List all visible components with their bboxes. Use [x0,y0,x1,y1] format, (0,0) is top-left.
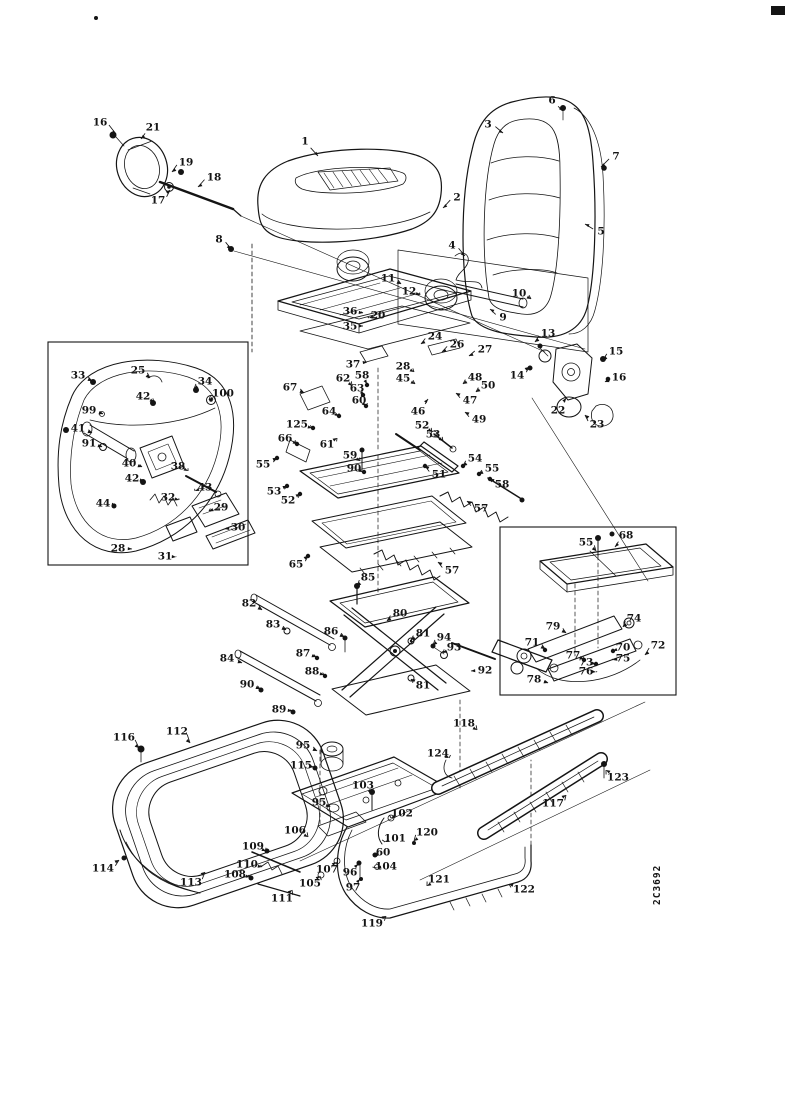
callout-10 [512,288,531,300]
bolt-68 [610,532,615,537]
callout-2 [443,192,461,209]
callout-label-58: 58 [354,369,370,382]
callout-35 [343,321,363,333]
bolt-120 [412,841,416,845]
callout-label-1: 1 [301,135,309,148]
callout-label-44: 44 [95,497,111,510]
callout-3 [484,119,503,134]
roller-78 [511,662,523,674]
callout-label-86: 86 [323,625,339,638]
callout-label-110: 110 [236,858,258,871]
wire-harness-4 [455,253,482,288]
callout-label-25: 25 [130,364,146,377]
callout-label-15: 15 [608,345,624,358]
callout-label-123: 123 [607,771,629,784]
callout-117 [542,795,566,810]
callout-label-88: 88 [304,665,320,678]
callout-label-60: 60 [351,394,367,407]
callout-66 [278,433,297,445]
callout-20 [367,310,385,322]
callout-83 [266,619,286,631]
nut-97 [359,877,363,881]
callout-63 [350,383,365,396]
callout-54 [463,453,482,467]
callout-47 [456,393,477,407]
callout-label-85: 85 [360,571,376,584]
callout-label-19: 19 [178,156,194,169]
callout-label-120: 120 [416,826,438,839]
callout-label-108: 108 [224,868,246,881]
callout-label-74: 74 [626,612,642,625]
leader-line [596,671,597,672]
callout-label-90: 90 [346,462,362,475]
leader-arrowhead [615,543,619,547]
callout-81 [411,628,430,641]
callout-112 [166,726,190,744]
callout-label-81: 81 [415,679,431,692]
callout-label-22: 22 [550,404,566,417]
callout-label-84: 84 [219,652,235,665]
callout-55 [256,458,277,471]
callouts [71,95,666,930]
callout-label-81: 81 [415,627,431,640]
callout-1 [301,136,318,157]
callout-label-49: 49 [471,413,487,426]
callout-label-79: 79 [545,620,561,633]
callout-109 [242,841,266,853]
callout-label-71: 71 [524,636,540,649]
link-53 [450,446,456,452]
callout-label-104: 104 [375,860,397,873]
bolt-55r [595,535,601,541]
callout-label-116: 116 [113,731,135,744]
callout-97 [346,879,361,894]
callout-label-70: 70 [615,641,631,654]
callout-label-33: 33 [70,369,86,382]
callout-26 [442,339,464,353]
callout-12 [402,286,420,298]
callout-label-112: 112 [166,725,188,738]
callout-label-62: 62 [335,372,351,385]
callout-103 [352,780,374,794]
callout-label-38: 38 [170,460,186,473]
callout-30 [225,522,245,534]
callout-label-52: 52 [414,419,430,432]
leader-arrowhead [128,547,132,550]
callout-label-12: 12 [401,285,417,298]
callout-label-101: 101 [384,832,406,845]
callout-label-52: 52 [280,494,296,507]
callout-label-75: 75 [615,652,631,665]
callout-102 [389,808,413,820]
callout-label-10: 10 [511,287,527,300]
callout-label-115: 115 [290,759,312,772]
callout-87 [296,648,316,660]
leader-arrowhead [172,168,176,172]
callout-label-111: 111 [271,892,293,905]
callout-label-77: 77 [565,649,581,662]
callout-67 [283,382,304,394]
callout-label-20: 20 [370,309,386,322]
callout-label-28: 28 [110,542,126,555]
callout-label-105: 105 [299,877,321,890]
callout-label-89: 89 [271,703,287,716]
callout-label-95: 95 [311,796,327,809]
callout-121 [427,874,450,887]
callout-36 [343,306,363,318]
callout-8 [215,234,231,250]
callout-104 [373,861,397,873]
callout-label-118: 118 [453,717,475,730]
callout-label-58: 58 [494,478,510,491]
callout-label-5: 5 [597,225,605,238]
callout-28 [396,361,414,373]
callout-label-125: 125 [286,418,308,431]
bolt-109 [265,849,270,854]
callout-114 [92,860,119,875]
callout-75 [612,653,630,665]
callout-64 [322,406,339,418]
callout-25 [131,365,150,379]
callout-24 [421,331,442,345]
callout-label-57: 57 [444,564,460,577]
callout-label-55: 55 [578,536,594,549]
callout-label-94: 94 [436,631,452,644]
callout-label-32: 32 [160,491,176,504]
callout-17 [151,190,170,207]
callout-label-8: 8 [215,233,223,246]
callout-label-107: 107 [316,863,338,876]
bolt-123 [601,761,607,767]
callout-label-35: 35 [342,320,358,333]
callout-label-29: 29 [213,501,229,514]
bolt-41 [63,427,69,433]
bolt-19 [178,169,184,175]
callout-101 [382,833,406,845]
callout-label-103: 103 [352,779,374,792]
callout-label-121: 121 [428,873,450,886]
callout-81 [411,679,430,692]
callout-label-122: 122 [513,883,535,896]
callout-label-76: 76 [578,665,594,678]
leader-arrowhead [172,555,176,558]
callout-label-72: 72 [650,639,666,652]
callout-46 [411,399,428,418]
callout-43 [195,482,213,494]
callout-45 [396,373,415,385]
callout-74 [623,613,641,628]
callout-95 [296,740,317,752]
callout-label-17: 17 [150,194,166,207]
callout-113 [180,872,205,889]
callout-label-82: 82 [241,597,257,610]
callout-label-55: 55 [484,462,500,475]
callout-85 [357,572,375,587]
callout-72 [645,640,665,656]
callout-label-47: 47 [462,394,478,407]
callout-34 [194,376,212,390]
callout-label-64: 64 [321,405,337,418]
callout-41 [71,423,92,435]
callout-label-78: 78 [526,673,542,686]
callout-57 [438,562,459,577]
callout-118 [453,718,477,731]
callout-label-53: 53 [425,428,441,441]
callout-label-41: 41 [70,422,86,435]
callout-78 [527,674,548,686]
callout-label-36: 36 [342,305,358,318]
callout-label-11: 11 [380,272,396,285]
rod-110 [252,852,300,872]
bolt-114 [122,856,127,861]
drawing-number: 2C3692 [652,864,663,905]
callout-89 [272,704,292,716]
recliner-parts [528,344,614,427]
leader-arrowhead [424,399,428,403]
callout-60 [352,395,368,407]
callout-label-97: 97 [345,881,361,894]
callout-53 [426,429,443,442]
callout-31 [158,551,176,563]
callout-6 [548,95,563,112]
callout-86 [324,626,344,638]
callout-label-83: 83 [265,618,281,631]
callout-48 [463,372,482,385]
bushing-95b [327,804,339,812]
callout-label-3: 3 [484,118,492,131]
callout-95 [312,797,330,809]
callout-label-46: 46 [410,405,426,418]
callout-label-34: 34 [197,375,213,388]
scissor-frame [235,577,558,771]
callout-115 [290,760,315,772]
callout-123 [606,770,629,784]
leader-line [314,766,315,767]
callout-27 [469,344,492,357]
callout-label-92: 92 [477,664,493,677]
callout-16 [93,117,116,135]
leader-arrowhead [469,353,473,356]
callout-93 [443,642,461,654]
callout-106 [284,825,308,838]
callout-92 [471,665,492,677]
callout-label-106: 106 [284,824,306,837]
callout-119 [361,916,386,930]
callout-label-109: 109 [242,840,264,853]
callout-120 [414,827,438,842]
leader-arrowhead [238,660,242,663]
gas-strut-92 [492,640,552,672]
callout-label-54: 54 [467,452,483,465]
callout-label-13: 13 [540,327,556,340]
callout-125 [286,419,312,431]
callout-label-90: 90 [239,678,255,691]
callout-label-6: 6 [548,94,556,107]
callout-80 [387,608,407,622]
callout-label-4: 4 [448,239,456,252]
callout-9 [490,309,507,324]
callout-label-7: 7 [612,150,620,163]
callout-label-65: 65 [288,558,304,571]
callout-label-87: 87 [295,647,311,660]
callout-label-91: 91 [81,437,97,450]
callout-label-59: 59 [342,449,358,462]
mount-95 [321,742,343,756]
callout-label-48: 48 [467,371,483,384]
callout-label-14: 14 [509,369,525,382]
callout-18 [198,172,221,188]
callout-60 [373,847,391,859]
callout-91 [82,438,102,450]
callout-71 [525,637,545,650]
leader-arrowhead [359,324,363,327]
callout-label-124: 124 [427,747,449,760]
callout-label-45: 45 [395,372,411,385]
callout-42 [136,391,154,403]
callout-label-51: 51 [431,468,447,481]
leader-arrowhead [471,669,475,672]
callout-7 [601,151,620,168]
callout-58 [490,479,509,491]
callout-label-24: 24 [427,330,443,343]
leader-arrowhead [443,204,447,208]
callout-96 [343,864,358,879]
callout-40 [122,458,142,470]
callout-label-80: 80 [392,607,408,620]
callout-label-95: 95 [295,739,311,752]
callout-111 [271,890,293,905]
callout-label-28: 28 [395,360,411,373]
callout-label-102: 102 [391,807,413,820]
callout-23 [585,415,604,431]
callout-label-55: 55 [255,458,271,471]
callout-14 [510,367,529,382]
callout-68 [615,530,633,548]
callout-59 [343,450,360,462]
callout-76 [579,666,597,678]
callout-79 [546,621,566,634]
suspension-assembly [275,383,525,604]
callout-label-93: 93 [446,641,462,654]
callout-label-42: 42 [124,472,140,485]
seat-cushion [258,149,442,242]
callout-90 [240,679,260,691]
callout-label-9: 9 [499,311,507,324]
rod-18 [160,182,233,209]
callout-label-26: 26 [449,338,465,351]
callout-122 [509,884,535,896]
callout-label-68: 68 [618,529,634,542]
callout-label-119: 119 [361,917,383,930]
callout-label-31: 31 [157,550,173,563]
callout-label-53: 53 [266,485,282,498]
callout-51 [425,466,446,481]
callout-label-99: 99 [81,404,97,417]
callout-21 [141,122,160,140]
callout-100 [209,388,234,401]
callout-label-37: 37 [345,358,361,371]
callout-label-100: 100 [212,387,234,400]
callout-61 [320,438,337,451]
callout-label-16: 16 [92,116,108,129]
callout-116 [113,732,139,749]
callout-105 [299,876,321,890]
callout-label-16: 16 [611,371,627,384]
callout-label-96: 96 [342,866,358,879]
leader-line [449,755,451,758]
callout-label-66: 66 [277,432,293,445]
callout-107 [316,862,338,876]
callout-label-57: 57 [473,502,489,515]
callout-label-2: 2 [453,191,461,204]
callout-label-30: 30 [230,521,246,534]
callout-55 [579,537,596,552]
callout-22 [551,398,566,417]
callout-label-63: 63 [349,382,365,395]
callout-label-43: 43 [197,481,213,494]
callout-label-73: 73 [578,656,594,669]
callout-label-18: 18 [206,171,222,184]
callout-label-60: 60 [375,846,391,859]
callout-15 [603,346,623,361]
callout-label-40: 40 [121,457,137,470]
callout-label-61: 61 [319,438,335,451]
callout-label-114: 114 [92,862,114,875]
callout-57 [467,501,488,515]
callout-label-50: 50 [480,379,496,392]
callout-49 [465,412,486,426]
callout-label-23: 23 [589,418,605,431]
callout-88 [305,666,324,678]
callout-label-21: 21 [145,121,161,134]
clip-25 [148,376,162,382]
callout-124 [427,748,451,760]
corner-mark [94,6,785,20]
callout-65 [289,556,308,571]
callout-label-42: 42 [135,390,151,403]
callout-52 [281,494,300,507]
callout-label-113: 113 [180,876,202,889]
rod-82 [252,595,334,645]
callout-label-117: 117 [542,797,564,810]
callout-82 [242,598,262,611]
callout-label-67: 67 [282,381,298,394]
callout-38 [171,461,188,473]
callout-label-27: 27 [477,343,493,356]
callout-32 [161,492,179,504]
